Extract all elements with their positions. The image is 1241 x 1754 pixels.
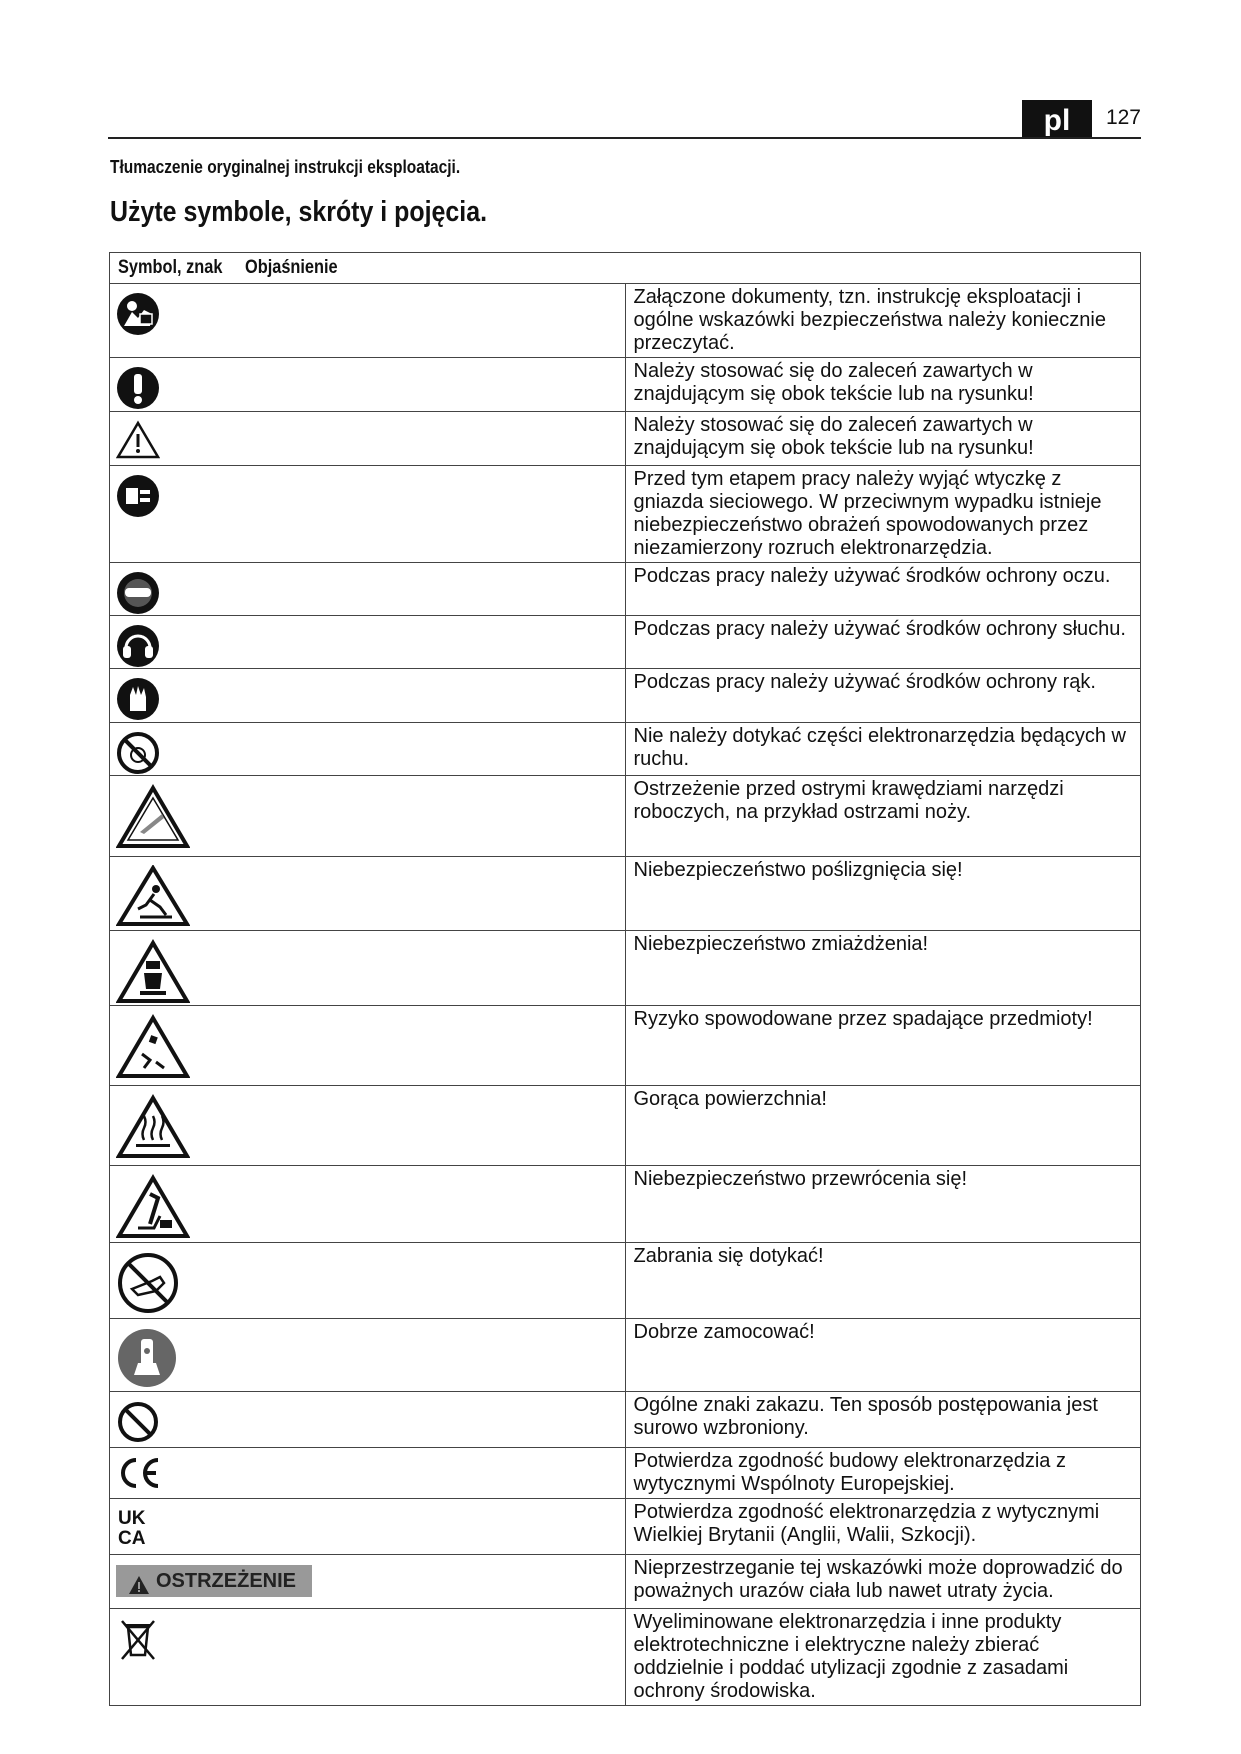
warning-badge-icon (128, 1575, 150, 1595)
explanation-cell: Nie należy dotykać części elektronarzędzia będących w ruchu. (625, 723, 1141, 776)
read-manual-icon (116, 292, 160, 336)
explanation-cell: Podczas pracy należy używać środków ochrony oczu. (625, 563, 1141, 616)
table-row (110, 1499, 1141, 1555)
explanation-cell: Podczas pracy należy używać środków ochrony słuchu. (625, 616, 1141, 669)
explanation-cell: Nieprzestrzeganie tej wskazówki może doprowadzić do poważnych urazów ciała lub nawet utraty życia. (625, 1555, 1141, 1609)
symbol-cell (110, 616, 626, 669)
warning-badge-label: OSTRZEŻENIE (156, 1570, 297, 1592)
ukca-line-2: CA (118, 1528, 146, 1547)
symbols-table (109, 252, 1141, 1706)
weee-bin-icon (116, 1617, 160, 1661)
symbol-cell (110, 1319, 626, 1392)
table-row (110, 1392, 1141, 1448)
symbol-cell (110, 466, 626, 563)
explanation-cell: Zabrania się dotykać! (625, 1243, 1141, 1319)
symbol-cell (110, 1555, 626, 1609)
no-touch-moving-parts-icon (116, 731, 160, 775)
section-heading: Użyte symbole, skróty i pojęcia. (110, 196, 488, 228)
symbol-cell (110, 1006, 626, 1086)
hand-protection-icon (116, 677, 160, 721)
explanation-cell: Potwierdza zgodność budowy elektronarzędzia z wytycznymi Wspólnoty Europejskiej. (625, 1448, 1141, 1499)
table-row (110, 616, 1141, 669)
explanation-cell: Ostrzeżenie przed ostrymi krawędziami narzędzi roboczych, na przykład ostrzami noży. (625, 776, 1141, 857)
table-row (110, 466, 1141, 563)
symbol-cell (110, 412, 626, 466)
symbol-cell (110, 669, 626, 723)
explanation-cell: Należy stosować się do zaleceń zawartych w znajdującym się obok tekście lub na rysunku! (625, 412, 1141, 466)
table-row (110, 1243, 1141, 1319)
table-row (110, 1609, 1141, 1706)
table-row (110, 358, 1141, 412)
table-row (110, 857, 1141, 931)
header-symbol: Symbol, znak (118, 257, 223, 278)
eye-protection-icon (116, 571, 160, 615)
symbol-cell (110, 284, 626, 358)
symbol-cell (110, 1166, 626, 1243)
explanation-cell: Gorąca powierzchnia! (625, 1086, 1141, 1166)
symbol-cell (110, 776, 626, 857)
explanation-cell: Niebezpieczeństwo zmiażdżenia! (625, 931, 1141, 1006)
table-row (110, 563, 1141, 616)
do-not-touch-icon (116, 1251, 180, 1315)
table-header (110, 253, 1141, 284)
table-row (110, 1166, 1141, 1243)
language-badge: pl (1022, 100, 1092, 137)
warning-triangle-icon (116, 420, 160, 460)
ear-protection-icon (116, 624, 160, 668)
explanation-cell: Podczas pracy należy używać środków ochrony rąk. (625, 669, 1141, 723)
sharp-edges-warning-icon (116, 784, 190, 850)
symbol-cell (110, 857, 626, 931)
slip-hazard-icon (116, 865, 190, 927)
table-row (110, 1086, 1141, 1166)
symbol-cell (110, 358, 626, 412)
table-row (110, 1555, 1141, 1609)
symbol-cell (110, 1243, 626, 1319)
hot-surface-icon (116, 1094, 190, 1160)
tip-over-icon (116, 1174, 190, 1240)
explanation-cell: Niebezpieczeństwo przewrócenia się! (625, 1166, 1141, 1243)
ukca-line-1: UK (118, 1508, 146, 1529)
mandatory-exclamation-icon (116, 366, 160, 410)
secure-fastening-icon (116, 1327, 178, 1389)
explanation-cell: Ogólne znaki zakazu. Ten sposób postępowania jest surowo wzbroniony. (625, 1392, 1141, 1448)
ce-mark-icon (116, 1456, 164, 1490)
explanation-cell: Potwierdza zgodność elektronarzędzia z wytycznymi Wielkiej Brytanii (Anglii, Walii, Szkocji). (625, 1499, 1141, 1555)
table-row (110, 1319, 1141, 1392)
symbol-cell (110, 563, 626, 616)
explanation-cell: Ryzyko spowodowane przez spadające przedmioty! (625, 1006, 1141, 1086)
symbol-cell (110, 1609, 626, 1706)
warning-badge (116, 1565, 312, 1597)
page-header (108, 100, 1141, 139)
explanation-cell: Dobrze zamocować! (625, 1319, 1141, 1392)
crush-hazard-icon (116, 939, 190, 1005)
explanation-cell: Przed tym etapem pracy należy wyjąć wtyczkę z gniazda sieciowego. W przeciwnym wypadku istnieje niebezpieczeństwo obrażeń spowodowanych przez niezamierzony rozruch elektronarzędzia. (625, 466, 1141, 563)
table-row (110, 723, 1141, 776)
table-row (110, 776, 1141, 857)
symbol-cell (110, 1086, 626, 1166)
prohibition-icon (116, 1400, 160, 1444)
table-row (110, 1006, 1141, 1086)
table-row (110, 284, 1141, 358)
symbol-cell (110, 931, 626, 1006)
falling-objects-icon (116, 1014, 190, 1080)
table-row (110, 1448, 1141, 1499)
table-header-row (110, 253, 1141, 284)
header-explanation: Objaśnienie (244, 257, 338, 278)
unplug-icon (116, 474, 160, 518)
explanation-cell: Należy stosować się do zaleceń zawartych w znajdującym się obok tekście lub na rysunku! (625, 358, 1141, 412)
symbol-cell (110, 1392, 626, 1448)
table-row (110, 669, 1141, 723)
symbol-cell (110, 1499, 626, 1555)
explanation-cell: Załączone dokumenty, tzn. instrukcję eksploatacji i ogólne wskazówki bezpieczeństwa należy koniecznie przeczytać. (625, 284, 1141, 358)
document-subtitle: Tłumaczenie oryginalnej instrukcji eksploatacji. (110, 157, 461, 177)
symbol-cell (110, 723, 626, 776)
symbol-cell (110, 1448, 626, 1499)
page-number: 127 (1105, 106, 1141, 129)
table-row (110, 931, 1141, 1006)
explanation-cell: Wyeliminowane elektronarzędzia i inne produkty elektrotechniczne i elektryczne należy zbierać oddzielnie i poddać utylizacji zgodnie z zasadami ochrony środowiska. (625, 1609, 1141, 1706)
ukca-mark-icon (116, 1507, 160, 1547)
explanation-cell: Niebezpieczeństwo poślizgnięcia się! (625, 857, 1141, 931)
table-row (110, 412, 1141, 466)
